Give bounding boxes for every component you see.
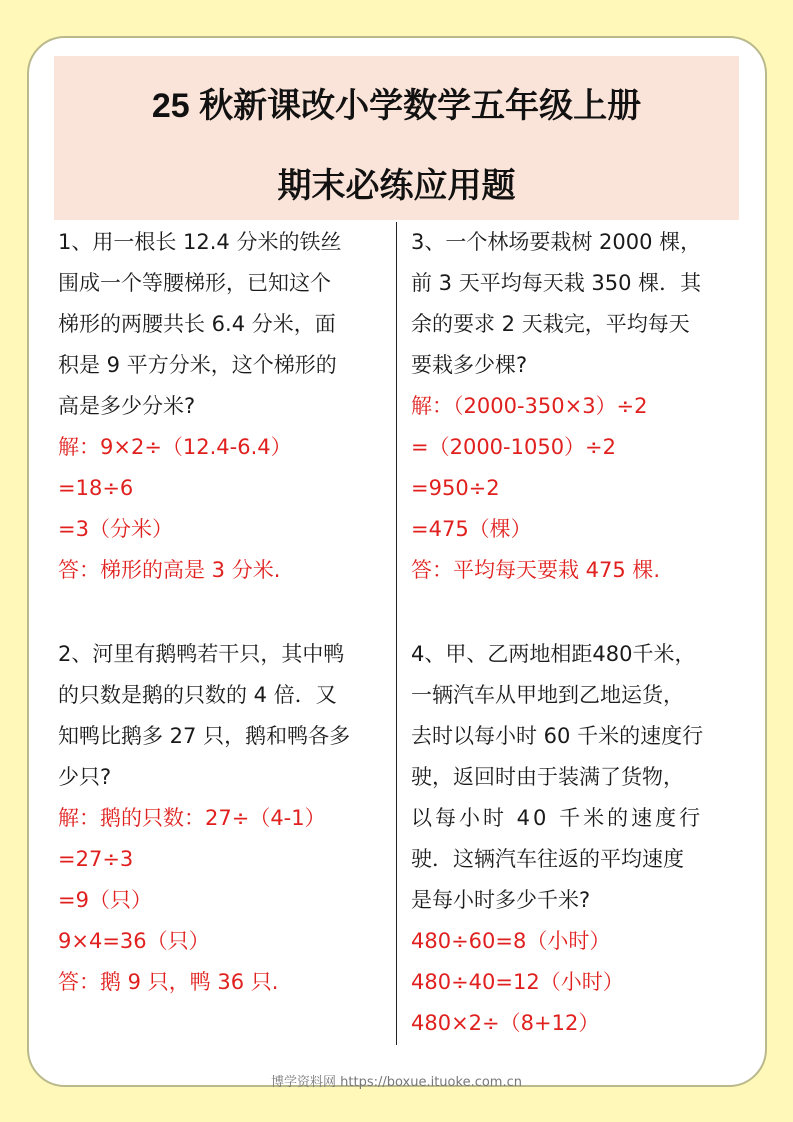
answer-line: =475（棵） xyxy=(411,517,532,541)
question-line: 1、用一根长 12.4 分米的铁丝 xyxy=(58,230,342,254)
page-subtitle: 期末必练应用题 xyxy=(277,167,516,205)
watermark-footer: 博学资料网 https://boxue.ituoke.com.cn xyxy=(271,1075,522,1090)
problem-2 xyxy=(58,634,388,1003)
question-line: 以每小时 40 千米的速度行 xyxy=(411,806,704,830)
question-line: 前 3 天平均每天栽 350 棵．其 xyxy=(411,271,702,295)
answer-line: 解：鹅的只数：27÷（4-1） xyxy=(58,806,326,830)
answer-line: =950÷2 xyxy=(411,476,500,500)
answer-line: 解：（2000-350×3）÷2 xyxy=(411,394,648,418)
answer-line: =18÷6 xyxy=(58,476,134,500)
question-line: 一辆汽车从甲地到乙地运货， xyxy=(411,683,684,707)
answer-line: =27÷3 xyxy=(58,847,134,871)
answer-line: 答：梯形的高是 3 分米. xyxy=(58,558,281,582)
question-line: 积是 9 平方分米，这个梯形的 xyxy=(58,353,337,377)
page-title: 25 秋新课改小学数学五年级上册 xyxy=(151,87,642,125)
answer-line: 480÷40=12（小时） xyxy=(411,970,624,994)
question-line: 2、河里有鹅鸭若干只，其中鸭 xyxy=(58,642,345,666)
answer-line: 答：鹅 9 只，鸭 36 只. xyxy=(58,970,279,994)
question-line: 的只数是鹅的只数的 4 倍．又 xyxy=(58,683,337,707)
answer-line: 解：9×2÷（12.4-6.4） xyxy=(58,435,292,459)
question-line: 驶，返回时由于装满了货物， xyxy=(411,765,684,789)
question-line: 3、一个林场要栽树 2000 棵， xyxy=(411,230,702,254)
question-line: 要栽多少棵? xyxy=(411,353,528,377)
problem-4 xyxy=(411,634,741,1044)
answer-line: =（2000-1050）÷2 xyxy=(411,435,617,459)
question-line: 知鸭比鹅多 27 只，鹅和鸭各多 xyxy=(58,724,351,748)
problem-1 xyxy=(58,222,388,591)
answer-line: =3（分米） xyxy=(58,517,173,541)
question-line: 高是多少分米? xyxy=(58,394,196,418)
answer-line: 480×2÷（8+12） xyxy=(411,1011,600,1035)
question-line: 梯形的两腰共长 6.4 分米，面 xyxy=(58,312,336,336)
question-line: 是每小时多少千米? xyxy=(411,888,591,912)
question-line: 少只? xyxy=(58,765,112,789)
answer-line: 答：平均每天要栽 475 棵. xyxy=(411,558,661,582)
answer-line: =9（只） xyxy=(58,888,152,912)
question-line: 驶．这辆汽车往返的平均速度 xyxy=(411,847,684,871)
question-line: 去时以每小时 60 千米的速度行 xyxy=(411,724,704,748)
question-line: 4、甲、乙两地相距480千米， xyxy=(411,642,696,666)
worksheet-header xyxy=(54,56,739,220)
column-divider xyxy=(396,222,397,1045)
answer-line: 480÷60=8（小时） xyxy=(411,929,611,953)
question-line: 余的要求 2 天栽完，平均每天 xyxy=(411,312,690,336)
answer-line: 9×4=36（只） xyxy=(58,929,210,953)
problem-3 xyxy=(411,222,741,591)
question-line: 围成一个等腰梯形，已知这个 xyxy=(58,271,331,295)
